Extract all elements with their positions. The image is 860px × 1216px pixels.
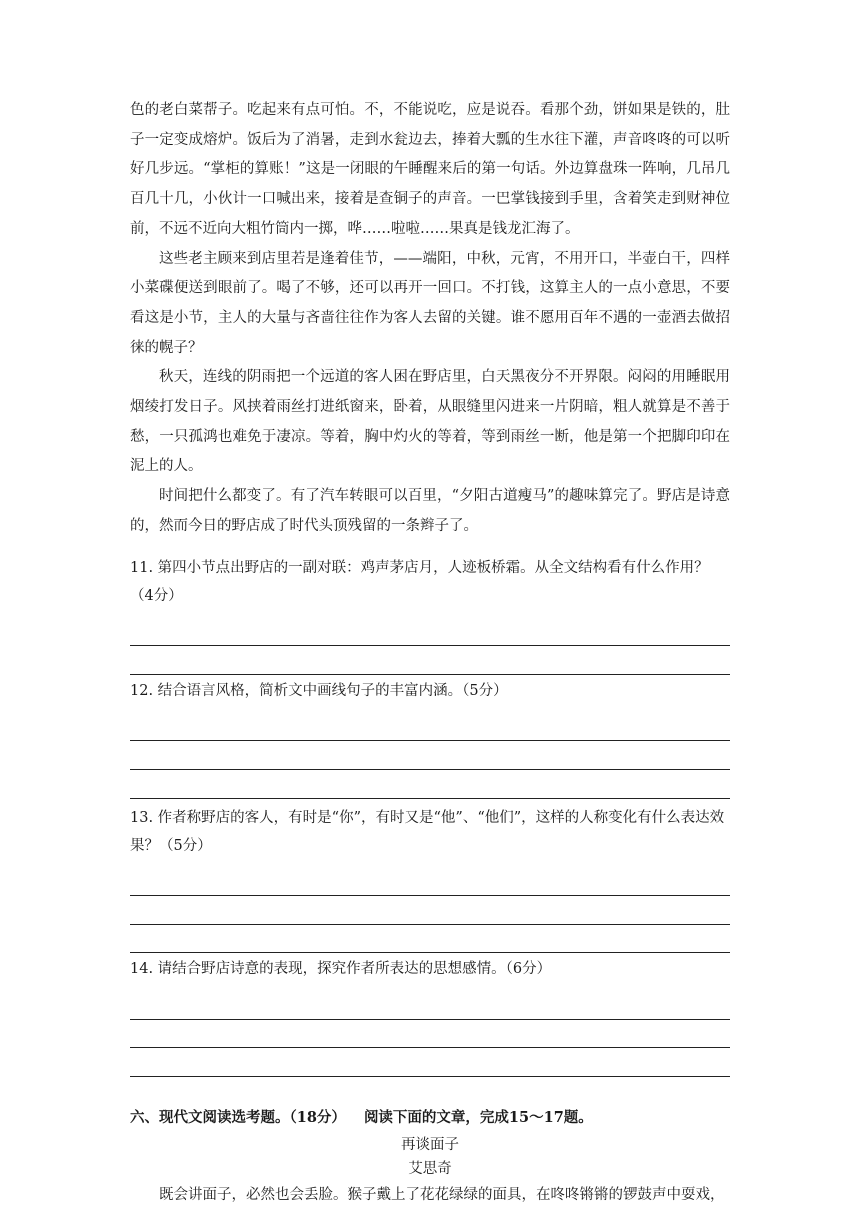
answer-line[interactable] [130,868,730,897]
section-heading [130,1103,730,1133]
answer-line[interactable] [130,618,730,647]
passage-paragraph: 时间把什么都变了。有了汽车转眼可以百里，“夕阳古道瘦马”的趣味算完了。野店是诗意的，然而今日的野店成了时代头顶残留的一条辫子了。 [130,488,730,534]
article-title: 再谈面子 [401,1137,459,1154]
answer-line[interactable] [130,741,730,770]
answer-line[interactable] [130,925,730,954]
article-author: 艾思奇 [408,1161,452,1178]
section-title: 六、现代文阅读选考题。（18分） [130,1109,346,1127]
question-14 [130,955,730,1077]
answer-line[interactable] [130,646,730,675]
answer-line[interactable] [130,896,730,925]
answer-line[interactable] [130,770,730,799]
answer-area[interactable] [130,618,730,675]
answer-line[interactable] [130,713,730,742]
question-11 [130,554,730,675]
answer-area[interactable] [130,991,730,1077]
article-body [130,1181,730,1209]
answer-line[interactable] [130,991,730,1020]
question-text: 14. 请结合野店诗意的表现，探究作者所表达的思想感情。（6分） [130,961,552,978]
passage-paragraph: 秋天，连线的阴雨把一个远道的客人困在野店里，白天黑夜分不开界限。闷闷的用睡眠用烟绫打发日子。风挟着雨丝打进纸窗来，卧着，从眼缝里闪进来一片阴暗，粗人就算是不善于愁，一只孤鸿也难免于凄凉。等着，胸中灼火的等着，等到雨丝一断，他是第一个把脚印印在泥上的人。 [130,369,730,475]
article-paragraph: 既会讲面子，必然也会丢脸。猴子戴上了花花绿绿的面具，在咚咚锵锵的锣鼓声中耍戏， [159,1187,725,1204]
question-12 [130,677,730,799]
section-instruction: 阅读下面的文章，完成15～17题。 [363,1109,593,1127]
answer-line[interactable] [130,1048,730,1077]
passage-paragraph: 这些老主顾来到店里若是逢着佳节，——端阳，中秋，元宵，不用开口，半壶白干，四样小菜碟便送到眼前了。喝了不够，还可以再开一回口。不打钱，这算主人的一点小意思，不要看这是小节，主人的大量与吝啬往往作为客人去留的关键。谁不愿用百年不遇的一壶酒去做招徕的幌子？ [130,250,730,356]
answer-area[interactable] [130,713,730,799]
page-content [130,96,730,1209]
question-13 [130,804,730,954]
question-text: 11. 第四小节点出野店的一副对联：鸡声茅店月，人迹板桥霜。从全文结构看有什么作用？（4分） [130,559,709,604]
section-six [130,1103,730,1209]
answer-line[interactable] [130,1020,730,1049]
reading-passage [130,96,730,542]
answer-area[interactable] [130,868,730,954]
question-text: 12. 结合语言风格，简析文中画线句子的丰富内涵。（5分） [130,682,508,699]
passage-paragraph: 色的老白菜帮子。吃起来有点可怕。不，不能说吃，应是说吞。看那个劲，饼如果是铁的，肚子一定变成熔炉。饭后为了消暑，走到水瓮边去，捧着大瓢的生水往下灌，声音咚咚的可以听好几步远。“掌柜的算账！”这是一闭眼的午睡醒来后的第一句话。外边算盘珠一阵响，几吊几百几十几，小伙计一口喊出来，接着是查铜子的声音。一巴掌钱接到手里，含着笑走到财神位前，不远不近向大粗竹筒内一掷，哗……啦啦……果真是钱龙汇海了。 [130,102,730,237]
question-text: 13. 作者称野店的客人，有时是“你”，有时又是“他”、“他们”，这样的人称变化有什么表达效果？（5分） [130,809,725,854]
